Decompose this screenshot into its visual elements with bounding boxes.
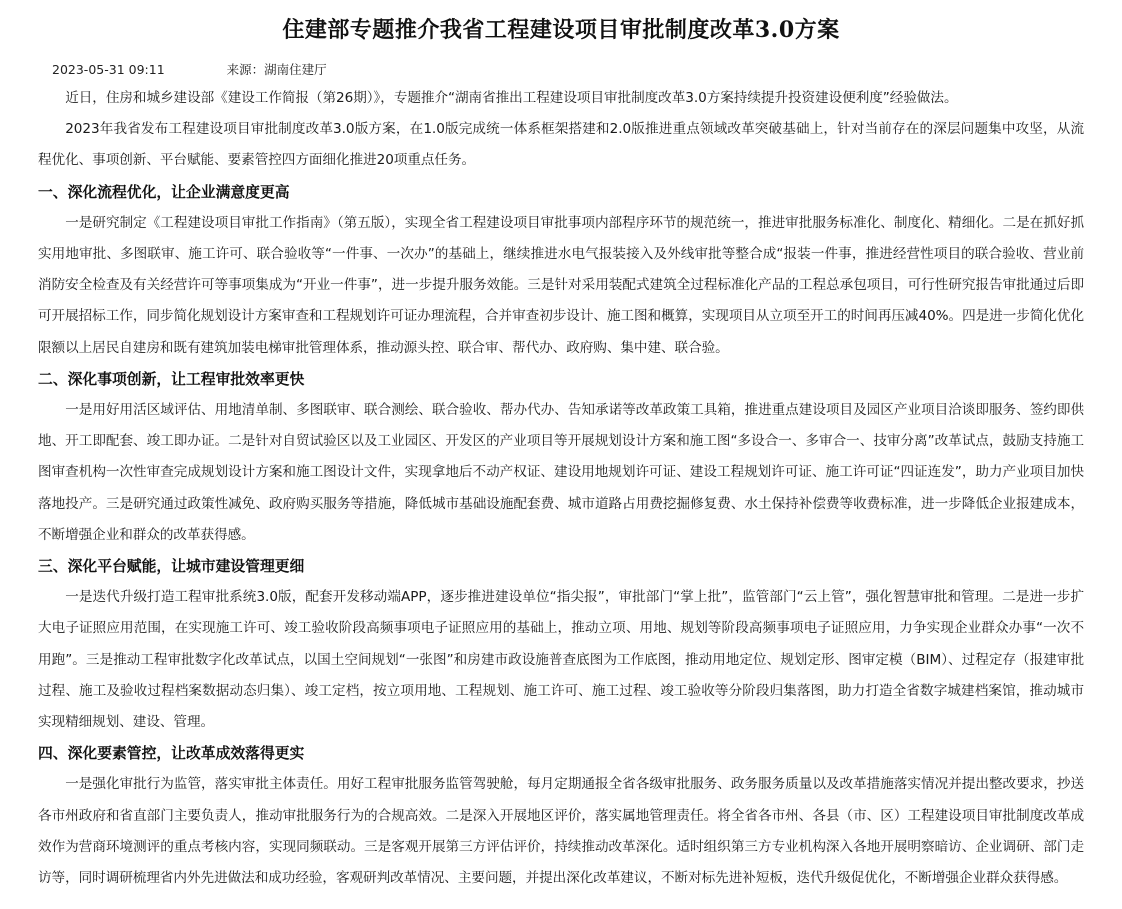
section-heading: 一、深化流程优化，让企业满意度更高 <box>38 183 290 201</box>
section-heading: 二、深化事项创新，让工程审批效率更快 <box>38 370 305 388</box>
section-paragraph: 一是研究制定《工程建设项目审批工作指南》（第五版），实现全省工程建设项目审批事项内部程序环节的规范统一，推进审批服务标准化、制度化、精细化。二是在抓好抓实用地审批、多图联审、施工许可、联合验收等“一件事、一次办”的基础上，继续推进水电气报装接入及外线审批等整合成“报装一件事，推进经营性项目的联合验收、营业前消防安全检查及有关经营许可等事项集成为“开业一件事”，进一步提升服务效能。三是针对采用装配式建筑全过程标准化产品的工程总承包项目，可行性研究报告审批通过后即可开展招标工作，同步简化规划设计方案审查和工程规划许可证办理流程，合并审查初步设计、施工图和概算，实现项目从立项至开工的时间再压减40%。四是进一步简化优化限额以上居民自建房和既有建筑加装电梯审批管理体系，推动源头控、联合审、帮代办、政府购、集中建、联合验。 <box>38 214 1084 356</box>
section-heading: 四、深化要素管控，让改革成效落得更实 <box>38 745 305 763</box>
article-source: 来源：湖南住建厅 <box>226 62 327 77</box>
publish-date: 2023-05-31 09:11 <box>52 62 165 77</box>
article-meta <box>38 60 1084 80</box>
article-body <box>38 83 1084 894</box>
section-paragraph: 一是强化审批行为监管，落实审批主体责任。用好工程审批服务监管驾驶舱，每月定期通报全省各级审批服务、政务服务质量以及改革措施落实情况并提出整改要求，抄送各市州政府和省直部门主要负责人，推动审批服务行为的合规高效。二是深入开展地区评价，落实属地管理责任。将全省各市州、各县（市、区）工程建设项目审批制度改革成效作为营商环境测评的重点考核内容，实现同频联动。三是客观开展第三方评估评价，持续推动改革深化。适时组织第三方专业机构深入各地开展明察暗访、企业调研、部门走访等，同时调研梳理省内外先进做法和成功经验，客观研判改革情况、主要问题，并提出深化改革建议，不断对标先进补短板，迭代升级促优化，不断增强企业群众获得感。 <box>38 776 1084 887</box>
intro-paragraph: 2023年我省发布工程建设项目审批制度改革3.0版方案，在1.0版完成统一体系框架搭建和2.0版推进重点领域改革突破基础上，针对当前存在的深层问题集中攻坚，从流程优化、事项创新、平台赋能、要素管控四方面细化推进20项重点任务。 <box>38 121 1084 169</box>
intro-paragraph: 近日，住房和城乡建设部《建设工作简报（第26期）》，专题推介“湖南省推出工程建设项目审批制度改革3.0方案持续提升投资建设便利度”经验做法。 <box>65 90 958 106</box>
section-paragraph: 一是用好用活区域评估、用地清单制、多图联审、联合测绘、联合验收、帮办代办、告知承诺等改革政策工具箱，推进重点建设项目及园区产业项目洽谈即服务、签约即供地、开工即配套、竣工即办证。二是针对自贸试验区以及工业园区、开发区的产业项目等开展规划设计方案和施工图“多设合一、多审合一、技审分离”改革试点，鼓励支持施工图审查机构一次性审查完成规划设计方案和施工图设计文件，实现拿地后不动产权证、建设用地规划许可证、建设工程规划许可证、施工许可证“四证连发”，助力产业项目加快落地投产。三是研究通过政策性减免、政府购买服务等措施，降低城市基础设施配套费、城市道路占用费挖掘修复费、水土保持补偿费等收费标准，进一步降低企业报建成本，不断增强企业和群众的改革获得感。 <box>38 402 1084 543</box>
section-heading: 三、深化平台赋能，让城市建设管理更细 <box>38 558 305 576</box>
section-paragraph: 一是迭代升级打造工程审批系统3.0版，配套开发移动端APP，逐步推进建设单位“指尖报”，审批部门“掌上批”，监管部门“云上管”，强化智慧审批和管理。二是进一步扩大电子证照应用范围，在实现施工许可、竣工验收阶段高频事项电子证照应用的基础上，推动立项、用地、规划等阶段高频事项电子证照应用，力争实现企业群众办事“一次不用跑”。三是推动工程审批数字化改革试点，以国土空间规划“一张图”和房建市政设施普查底图为工作底图，推动用地定位、规划定形、图审定模（BIM）、过程定存（报建审批过程、施工及验收过程档案数据动态归集）、竣工定档，按立项用地、工程规划、施工许可、施工过程、竣工验收等分阶段归集落图，助力打造全省数字城建档案馆，推动城市实现精细规划、建设、管理。 <box>38 589 1084 731</box>
article-title: 住建部专题推介我省工程建设项目审批制度改革3.0方案 <box>282 17 840 43</box>
